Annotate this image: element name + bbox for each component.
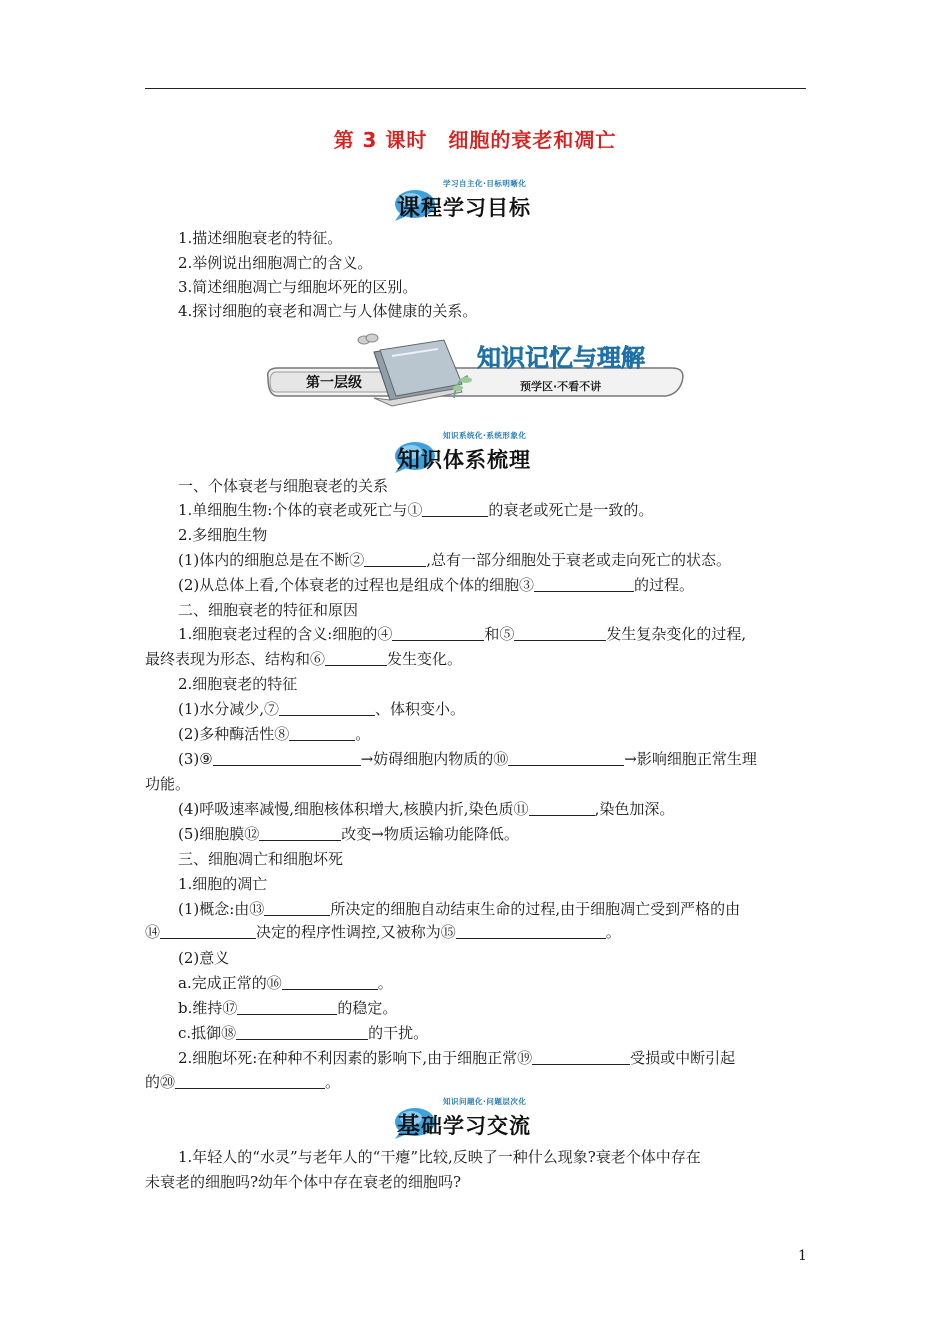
banner-tag: 学习自主化·目标明晰化 (443, 179, 527, 188)
level-label: 第一层级 (306, 375, 362, 391)
text-line: c.抵御⑱ 的干扰。 (178, 1024, 429, 1042)
text-line: a.完成正常的⑯ 。 (178, 974, 393, 992)
butterfly-icon (358, 334, 378, 344)
text-line: 最终表现为形态、结构和⑥ 发生变化。 (145, 650, 463, 668)
text-line: ⑭ 决定的程序性调控,又被称为⑮ 。 (145, 923, 621, 941)
answer-blank (213, 750, 361, 766)
text-line: (5)细胞膜⑫ 改变→物质运输功能降低。 (178, 825, 519, 843)
banner-heading: 基础学习交流 (397, 1113, 531, 1139)
goal-item: 4.探讨细胞的衰老和凋亡与人体健康的关系。 (178, 302, 478, 320)
text-line: (1)概念:由⑬ 所决定的细胞自动结束生命的过程,由于细胞凋亡受到严格的由 (178, 900, 741, 918)
text-line: 1.细胞的凋亡 (178, 875, 268, 893)
banner-tag: 知识系统化·系统形象化 (443, 431, 527, 440)
answer-blank (237, 999, 337, 1015)
banner-knowledge-system (393, 428, 573, 478)
answer-blank (392, 625, 484, 641)
text-line: (3)⑨ →妨碍细胞内物质的⑩ →影响细胞正常生理 (178, 750, 757, 768)
answer-blank (422, 501, 488, 517)
answer-blank (456, 923, 606, 939)
answer-blank (514, 625, 606, 641)
goal-item: 3.简述细胞凋亡与细胞坏死的区别。 (178, 278, 418, 296)
level-subtitle: 预学区·不看不讲 (520, 380, 602, 393)
text-line: b.维持⑰ 的稳定。 (178, 999, 398, 1017)
level-banner (262, 332, 692, 414)
question-line: 1.年轻人的“水灵”与老年人的“干瘪”比较,反映了一种什么现象?衰老个体中存在 (178, 1148, 701, 1166)
text-line: (2)从总体上看,个体衰老的过程也是组成个体的细胞③ 的过程。 (178, 576, 695, 594)
answer-blank (325, 650, 387, 666)
question-line: 未衰老的细胞吗?幼年个体中存在衰老的细胞吗? (145, 1173, 462, 1191)
page-number: 1 (798, 1248, 807, 1264)
answer-blank (175, 1073, 325, 1089)
banner-course-goals (393, 176, 573, 226)
answer-blank (282, 974, 378, 990)
answer-blank (160, 923, 256, 939)
header-rule (145, 88, 806, 89)
answer-blank (529, 800, 595, 816)
text-line: 1.单细胞生物:个体的衰老或死亡与① 的衰老或死亡是一致的。 (178, 501, 654, 519)
answer-blank (264, 900, 330, 916)
answer-blank (259, 825, 341, 841)
banner-heading: 知识体系梳理 (397, 447, 531, 473)
goal-item: 1.描述细胞衰老的特征。 (178, 229, 343, 247)
answer-blank (236, 1024, 368, 1040)
section-heading: 三、细胞凋亡和细胞坏死 (178, 850, 344, 868)
banner-basic-exchange (393, 1094, 573, 1144)
section-heading: 一、个体衰老与细胞衰老的关系 (178, 477, 389, 495)
text-line: 的⑳ 。 (145, 1073, 341, 1091)
text-line: (1)水分减少,⑦ 、体积变小。 (178, 700, 466, 718)
text-line: 功能。 (145, 775, 191, 793)
text-line: 2.细胞衰老的特征 (178, 675, 298, 693)
text-line: 2.多细胞生物 (178, 526, 268, 544)
answer-blank (532, 1049, 630, 1065)
banner-heading: 课程学习目标 (397, 195, 531, 221)
lesson-title: 第 3 课时 细胞的衰老和凋亡 (333, 128, 617, 152)
banner-tag: 知识问题化·问题层次化 (443, 1097, 527, 1106)
text-line: 2.细胞坏死:在种种不利因素的影响下,由于细胞正常⑲ 受损或中断引起 (178, 1049, 736, 1067)
goal-item: 2.举例说出细胞凋亡的含义。 (178, 254, 373, 272)
text-line: (2)意义 (178, 949, 230, 967)
text-line: (2)多种酶活性⑧ 。 (178, 725, 371, 743)
text-line: (4)呼吸速率减慢,细胞核体积增大,核膜内折,染色质⑪ ,染色加深。 (178, 800, 675, 818)
text-line: (1)体内的细胞总是在不断② ,总有一部分细胞处于衰老或走向死亡的状态。 (178, 551, 732, 569)
section-heading: 二、细胞衰老的特征和原因 (178, 601, 359, 619)
answer-blank (534, 576, 634, 592)
answer-blank (364, 551, 426, 567)
level-title: 知识记忆与理解 (477, 344, 645, 372)
answer-blank (289, 725, 355, 741)
text-line: 1.细胞衰老过程的含义:细胞的④ 和⑤ 发生复杂变化的过程, (178, 625, 747, 643)
answer-blank (279, 700, 375, 716)
answer-blank (508, 750, 624, 766)
